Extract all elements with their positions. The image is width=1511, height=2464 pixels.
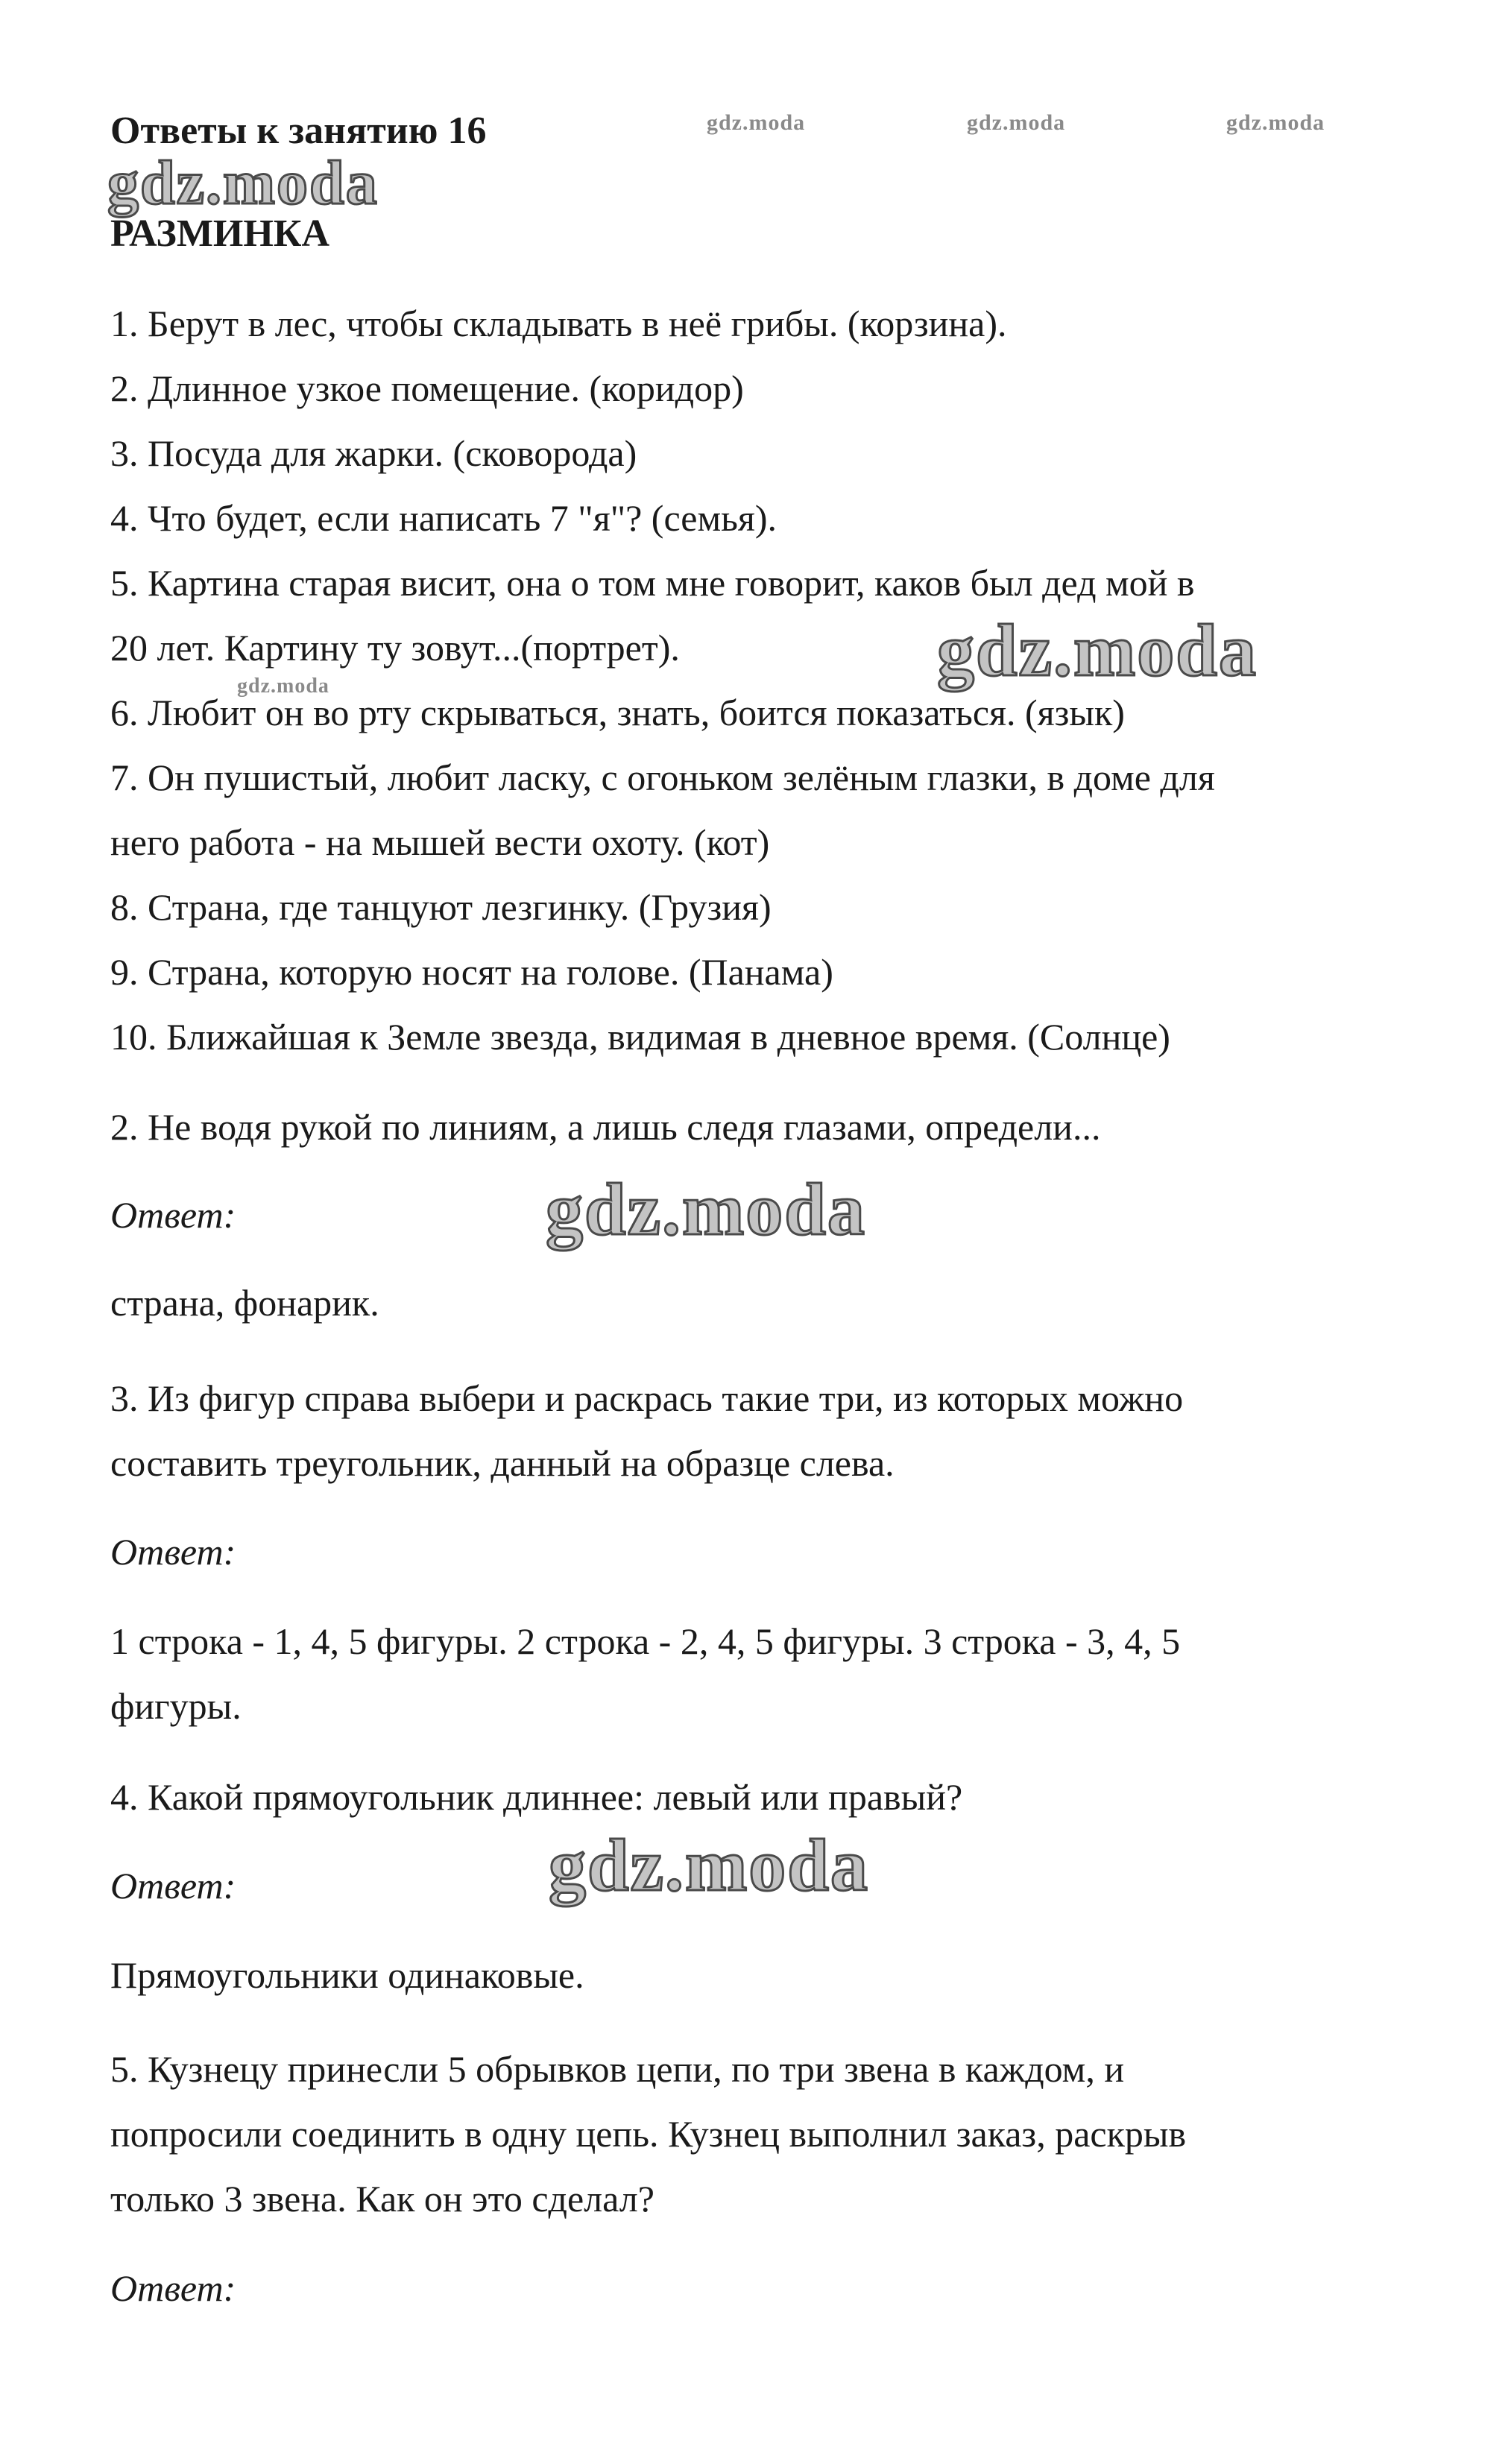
warmup-line: 1. Берут в лес, чтобы складывать в неё грибы. (корзина).: [110, 303, 1007, 344]
task-question: 2. Не водя рукой по линиям, а лишь следя глазами, определи...: [110, 1106, 1101, 1148]
page-title: Ответы к занятию 16: [110, 110, 487, 152]
watermark-small: gdz.moda: [707, 110, 806, 135]
answer-label: Ответ:: [110, 1865, 236, 1907]
task-answer: фигуры.: [110, 1685, 242, 1727]
task-question: составить треугольник, данный на образце слева.: [110, 1442, 895, 1484]
warmup-line: 8. Страна, где танцуют лезгинку. (Грузия): [110, 886, 772, 928]
watermark-small: gdz.moda: [1226, 110, 1325, 135]
warmup-line: 4. Что будет, если написать 7 "я"? (семья).: [110, 497, 777, 539]
watermark-large: gdz.moda: [549, 1824, 869, 1907]
warmup-line: 5. Картина старая висит, она о том мне говорит, каков был дед мой в: [110, 562, 1195, 604]
warmup-line: него работа - на мышей вести охоту. (кот): [110, 821, 770, 863]
watermark-large: gdz.moda: [546, 1168, 866, 1251]
task-question: 3. Из фигур справа выбери и раскрась такие три, из которых можно: [110, 1377, 1184, 1419]
watermark-large: gdz.moda: [937, 609, 1258, 692]
task-question: только 3 звена. Как он это сделал?: [110, 2178, 654, 2220]
task-answer: Прямоугольники одинаковые.: [110, 1954, 584, 1996]
task-question: попросили соединить в одну цепь. Кузнец выполнил заказ, раскрыв: [110, 2113, 1187, 2155]
warmup-line: 7. Он пушистый, любит ласку, с огоньком зелёным глазки, в доме для: [110, 756, 1215, 798]
answer-label: Ответ:: [110, 1531, 236, 1573]
answer-label: Ответ:: [110, 2267, 236, 2309]
watermark-small: gdz.moda: [967, 110, 1066, 135]
warmup-line: 20 лет. Картину ту зовут...(портрет).: [110, 627, 680, 669]
warmup-line: 9. Страна, которую носят на голове. (Панама): [110, 951, 833, 993]
watermark-small: gdz.moda: [237, 675, 329, 698]
task-answer: страна, фонарик.: [110, 1282, 379, 1324]
task-question: 5. Кузнецу принесли 5 обрывков цепи, по три звена в каждом, и: [110, 2048, 1125, 2090]
warmup-line: 3. Посуда для жарки. (сковорода): [110, 432, 637, 474]
watermark-logo: gdz.moda: [107, 148, 379, 218]
answer-label: Ответ:: [110, 1194, 236, 1236]
task-answer: 1 строка - 1, 4, 5 фигуры. 2 строка - 2, 4, 5 фигуры. 3 строка - 3, 4, 5: [110, 1620, 1181, 1662]
task-question: 4. Какой прямоугольник длиннее: левый или правый?: [110, 1776, 963, 1818]
warmup-line: 6. Любит он во рту скрываться, знать, боится показаться. (язык): [110, 692, 1125, 733]
warmup-line: 2. Длинное узкое помещение. (коридор): [110, 367, 744, 409]
warmup-line: 10. Ближайшая к Земле звезда, видимая в дневное время. (Солнце): [110, 1016, 1170, 1058]
section-heading: РАЗМИНКА: [110, 212, 330, 255]
